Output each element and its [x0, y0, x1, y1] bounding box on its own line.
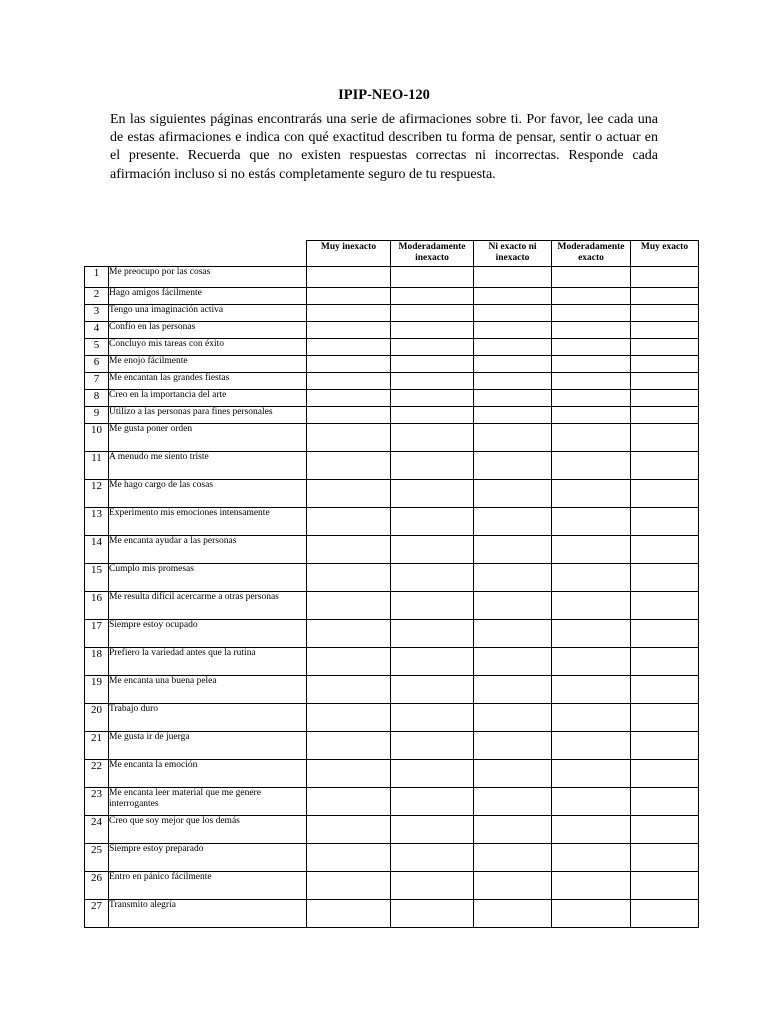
- table-row: [85, 339, 699, 356]
- response-cell[interactable]: [474, 732, 552, 760]
- response-cell[interactable]: [552, 288, 631, 305]
- response-cell[interactable]: [391, 816, 474, 844]
- item-statement: Me encantan las grandes fiestas: [109, 373, 307, 390]
- item-statement: Confío en las personas: [109, 322, 307, 339]
- response-cell[interactable]: [474, 872, 552, 900]
- response-cell[interactable]: [474, 648, 552, 676]
- item-statement: Prefiero la variedad antes que la rutina: [109, 648, 307, 676]
- table-row: [85, 676, 699, 704]
- item-statement: Trabajo duro: [109, 704, 307, 732]
- response-cell[interactable]: [307, 676, 391, 704]
- response-cell[interactable]: [474, 760, 552, 788]
- response-cell[interactable]: [631, 480, 699, 508]
- table-row: [85, 305, 699, 322]
- response-cell[interactable]: [307, 872, 391, 900]
- response-cell[interactable]: [631, 267, 699, 288]
- response-cell[interactable]: [391, 788, 474, 816]
- item-number: 16: [85, 592, 109, 620]
- response-cell[interactable]: [307, 592, 391, 620]
- response-cell[interactable]: [631, 407, 699, 424]
- response-cell[interactable]: [631, 844, 699, 872]
- response-cell[interactable]: [552, 424, 631, 452]
- response-cell[interactable]: [307, 536, 391, 564]
- item-number: 22: [85, 760, 109, 788]
- response-cell[interactable]: [474, 480, 552, 508]
- table-row: [85, 407, 699, 424]
- column-header: Moderadamente inexacto: [391, 241, 474, 267]
- response-cell[interactable]: [391, 305, 474, 322]
- item-statement: Me encanta ayudar a las personas: [109, 536, 307, 564]
- response-cell[interactable]: [474, 536, 552, 564]
- response-cell[interactable]: [474, 373, 552, 390]
- response-cell[interactable]: [307, 816, 391, 844]
- response-cell[interactable]: [307, 267, 391, 288]
- response-cell[interactable]: [474, 424, 552, 452]
- item-statement: Me enojo fácilmente: [109, 356, 307, 373]
- response-cell[interactable]: [391, 356, 474, 373]
- item-number: 25: [85, 844, 109, 872]
- response-cell[interactable]: [552, 620, 631, 648]
- header-row: [85, 241, 699, 267]
- item-statement: Hago amigos fácilmente: [109, 288, 307, 305]
- response-cell[interactable]: [631, 760, 699, 788]
- item-statement: Me encanta la emoción: [109, 760, 307, 788]
- table-row: [85, 480, 699, 508]
- table-row: [85, 288, 699, 305]
- response-cell[interactable]: [631, 900, 699, 928]
- item-number: 21: [85, 732, 109, 760]
- response-cell[interactable]: [307, 564, 391, 592]
- response-cell[interactable]: [552, 373, 631, 390]
- questionnaire-table: [84, 240, 699, 928]
- response-cell[interactable]: [474, 704, 552, 732]
- item-number: 7: [85, 373, 109, 390]
- response-cell[interactable]: [631, 305, 699, 322]
- item-statement: A menudo me siento triste: [109, 452, 307, 480]
- response-cell[interactable]: [474, 900, 552, 928]
- response-cell[interactable]: [474, 592, 552, 620]
- response-cell[interactable]: [474, 816, 552, 844]
- item-number: 1: [85, 267, 109, 288]
- response-cell[interactable]: [631, 732, 699, 760]
- table-row: [85, 620, 699, 648]
- response-cell[interactable]: [391, 732, 474, 760]
- table-row: [85, 900, 699, 928]
- table-row: [85, 322, 699, 339]
- item-number: 10: [85, 424, 109, 452]
- response-cell[interactable]: [474, 322, 552, 339]
- response-cell[interactable]: [391, 424, 474, 452]
- item-number: 20: [85, 704, 109, 732]
- response-cell[interactable]: [631, 356, 699, 373]
- table-row: [85, 760, 699, 788]
- response-cell[interactable]: [307, 424, 391, 452]
- item-number: 27: [85, 900, 109, 928]
- item-statement: Concluyo mis tareas con éxito: [109, 339, 307, 356]
- response-cell[interactable]: [474, 620, 552, 648]
- item-number: 5: [85, 339, 109, 356]
- item-number: 19: [85, 676, 109, 704]
- response-cell[interactable]: [391, 267, 474, 288]
- response-cell[interactable]: [631, 322, 699, 339]
- response-cell[interactable]: [474, 339, 552, 356]
- item-number: 3: [85, 305, 109, 322]
- response-cell[interactable]: [391, 872, 474, 900]
- response-cell[interactable]: [474, 288, 552, 305]
- document-title: IPIP-NEO-120: [338, 87, 430, 103]
- response-cell[interactable]: [631, 676, 699, 704]
- response-cell[interactable]: [552, 900, 631, 928]
- response-cell[interactable]: [307, 339, 391, 356]
- response-cell[interactable]: [552, 536, 631, 564]
- response-cell[interactable]: [552, 452, 631, 480]
- item-statement: Transmito alegría: [109, 900, 307, 928]
- response-cell[interactable]: [307, 508, 391, 536]
- response-cell[interactable]: [552, 356, 631, 373]
- response-cell[interactable]: [391, 844, 474, 872]
- response-cell[interactable]: [552, 816, 631, 844]
- response-cell[interactable]: [474, 267, 552, 288]
- table-row: [85, 592, 699, 620]
- response-cell[interactable]: [307, 356, 391, 373]
- response-cell[interactable]: [474, 564, 552, 592]
- response-cell[interactable]: [552, 732, 631, 760]
- item-statement: Me encanta leer material que me genere interrogantes: [109, 788, 307, 816]
- item-statement: Creo en la importancia del arte: [109, 390, 307, 407]
- response-cell[interactable]: [631, 564, 699, 592]
- column-header: Muy inexacto: [307, 241, 391, 267]
- response-cell[interactable]: [552, 390, 631, 407]
- response-cell[interactable]: [631, 508, 699, 536]
- response-cell[interactable]: [552, 648, 631, 676]
- table-row: [85, 704, 699, 732]
- header-blank-cell: [85, 241, 307, 267]
- response-cell[interactable]: [391, 648, 474, 676]
- response-cell[interactable]: [552, 267, 631, 288]
- item-number: 14: [85, 536, 109, 564]
- table-row: [85, 452, 699, 480]
- response-cell[interactable]: [552, 407, 631, 424]
- response-cell[interactable]: [552, 704, 631, 732]
- table-row: [85, 424, 699, 452]
- response-cell[interactable]: [307, 288, 391, 305]
- questionnaire-body: [85, 267, 699, 928]
- response-cell[interactable]: [474, 390, 552, 407]
- response-cell[interactable]: [552, 676, 631, 704]
- response-cell[interactable]: [552, 564, 631, 592]
- item-statement: Utilizo a las personas para fines personales: [109, 407, 307, 424]
- response-cell[interactable]: [631, 704, 699, 732]
- response-cell[interactable]: [307, 704, 391, 732]
- table-row: [85, 390, 699, 407]
- table-row: [85, 267, 699, 288]
- item-statement: Creo que soy mejor que los demás: [109, 816, 307, 844]
- response-cell[interactable]: [474, 305, 552, 322]
- response-cell[interactable]: [631, 648, 699, 676]
- response-cell[interactable]: [391, 900, 474, 928]
- response-cell[interactable]: [631, 816, 699, 844]
- response-cell[interactable]: [631, 373, 699, 390]
- response-cell[interactable]: [307, 407, 391, 424]
- response-cell[interactable]: [307, 620, 391, 648]
- response-cell[interactable]: [391, 339, 474, 356]
- response-cell[interactable]: [552, 305, 631, 322]
- item-number: 13: [85, 508, 109, 536]
- item-statement: Me gusta poner orden: [109, 424, 307, 452]
- table-row: [85, 373, 699, 390]
- response-cell[interactable]: [391, 676, 474, 704]
- item-number: 8: [85, 390, 109, 407]
- item-number: 12: [85, 480, 109, 508]
- table-row: [85, 536, 699, 564]
- response-cell[interactable]: [552, 872, 631, 900]
- response-cell[interactable]: [552, 322, 631, 339]
- response-cell[interactable]: [552, 508, 631, 536]
- item-number: 4: [85, 322, 109, 339]
- response-cell[interactable]: [631, 339, 699, 356]
- response-cell[interactable]: [391, 480, 474, 508]
- item-statement: Siempre estoy ocupado: [109, 620, 307, 648]
- response-cell[interactable]: [307, 732, 391, 760]
- table-row: [85, 356, 699, 373]
- response-cell[interactable]: [631, 620, 699, 648]
- response-cell[interactable]: [391, 536, 474, 564]
- response-cell[interactable]: [552, 339, 631, 356]
- item-statement: Me hago cargo de las cosas: [109, 480, 307, 508]
- response-cell[interactable]: [474, 407, 552, 424]
- response-cell[interactable]: [391, 620, 474, 648]
- response-cell[interactable]: [307, 322, 391, 339]
- response-cell[interactable]: [391, 564, 474, 592]
- response-cell[interactable]: [307, 788, 391, 816]
- table-row: [85, 844, 699, 872]
- response-cell[interactable]: [474, 844, 552, 872]
- response-cell[interactable]: [391, 288, 474, 305]
- response-cell[interactable]: [631, 424, 699, 452]
- item-number: 6: [85, 356, 109, 373]
- response-cell[interactable]: [474, 676, 552, 704]
- item-statement: Me preocupo por las cosas: [109, 267, 307, 288]
- item-number: 15: [85, 564, 109, 592]
- table-row: [85, 564, 699, 592]
- response-cell[interactable]: [552, 844, 631, 872]
- response-cell[interactable]: [307, 648, 391, 676]
- table-row: [85, 788, 699, 816]
- response-cell[interactable]: [307, 452, 391, 480]
- response-cell[interactable]: [391, 760, 474, 788]
- response-cell[interactable]: [631, 592, 699, 620]
- item-number: 17: [85, 620, 109, 648]
- response-cell[interactable]: [474, 508, 552, 536]
- item-statement: Me resulta difícil acercarme a otras personas: [109, 592, 307, 620]
- response-cell[interactable]: [552, 592, 631, 620]
- item-number: 18: [85, 648, 109, 676]
- response-cell[interactable]: [307, 390, 391, 407]
- intro-paragraph: En las siguientes páginas encontrarás una serie de afirmaciones sobre ti. Por favor, lee cada una de estas afirmaciones e indica con qué exactitud describen tu forma de pensar, sentir o actuar en el presente. Recuerda que no existen respuestas correctas ni incorrectas. Responde cada afirmación incluso si no estás completamente seguro de tu respuesta.: [110, 112, 658, 182]
- column-header: Moderadamente exacto: [552, 241, 631, 267]
- response-cell[interactable]: [631, 452, 699, 480]
- response-cell[interactable]: [474, 356, 552, 373]
- table-row: [85, 816, 699, 844]
- response-cell[interactable]: [552, 480, 631, 508]
- column-header: Muy exacto: [631, 241, 699, 267]
- response-cell[interactable]: [474, 452, 552, 480]
- response-cell[interactable]: [631, 536, 699, 564]
- response-cell[interactable]: [391, 373, 474, 390]
- item-number: 2: [85, 288, 109, 305]
- response-cell[interactable]: [631, 872, 699, 900]
- item-statement: Cumplo mis promesas: [109, 564, 307, 592]
- response-cell[interactable]: [631, 390, 699, 407]
- response-cell[interactable]: [307, 373, 391, 390]
- item-statement: Siempre estoy preparado: [109, 844, 307, 872]
- item-number: 23: [85, 788, 109, 816]
- response-cell[interactable]: [307, 900, 391, 928]
- column-header: Ni exacto ni inexacto: [474, 241, 552, 267]
- response-cell[interactable]: [391, 452, 474, 480]
- response-cell[interactable]: [391, 407, 474, 424]
- response-cell[interactable]: [474, 788, 552, 816]
- table-row: [85, 508, 699, 536]
- item-number: 24: [85, 816, 109, 844]
- table-row: [85, 648, 699, 676]
- table-row: [85, 872, 699, 900]
- item-statement: Me gusta ir de juerga: [109, 732, 307, 760]
- item-number: 26: [85, 872, 109, 900]
- response-cell[interactable]: [391, 390, 474, 407]
- item-statement: Me encanta una buena pelea: [109, 676, 307, 704]
- response-cell[interactable]: [631, 788, 699, 816]
- response-cell[interactable]: [631, 288, 699, 305]
- response-cell[interactable]: [307, 760, 391, 788]
- response-cell[interactable]: [391, 592, 474, 620]
- response-cell[interactable]: [307, 305, 391, 322]
- response-cell[interactable]: [307, 844, 391, 872]
- response-cell[interactable]: [391, 704, 474, 732]
- item-statement: Tengo una imaginación activa: [109, 305, 307, 322]
- response-cell[interactable]: [552, 760, 631, 788]
- item-statement: Experimento mis emociones intensamente: [109, 508, 307, 536]
- item-number: 9: [85, 407, 109, 424]
- response-cell[interactable]: [307, 480, 391, 508]
- response-cell[interactable]: [391, 322, 474, 339]
- response-cell[interactable]: [391, 508, 474, 536]
- item-statement: Entro en pánico fácilmente: [109, 872, 307, 900]
- response-cell[interactable]: [552, 788, 631, 816]
- item-number: 11: [85, 452, 109, 480]
- table-row: [85, 732, 699, 760]
